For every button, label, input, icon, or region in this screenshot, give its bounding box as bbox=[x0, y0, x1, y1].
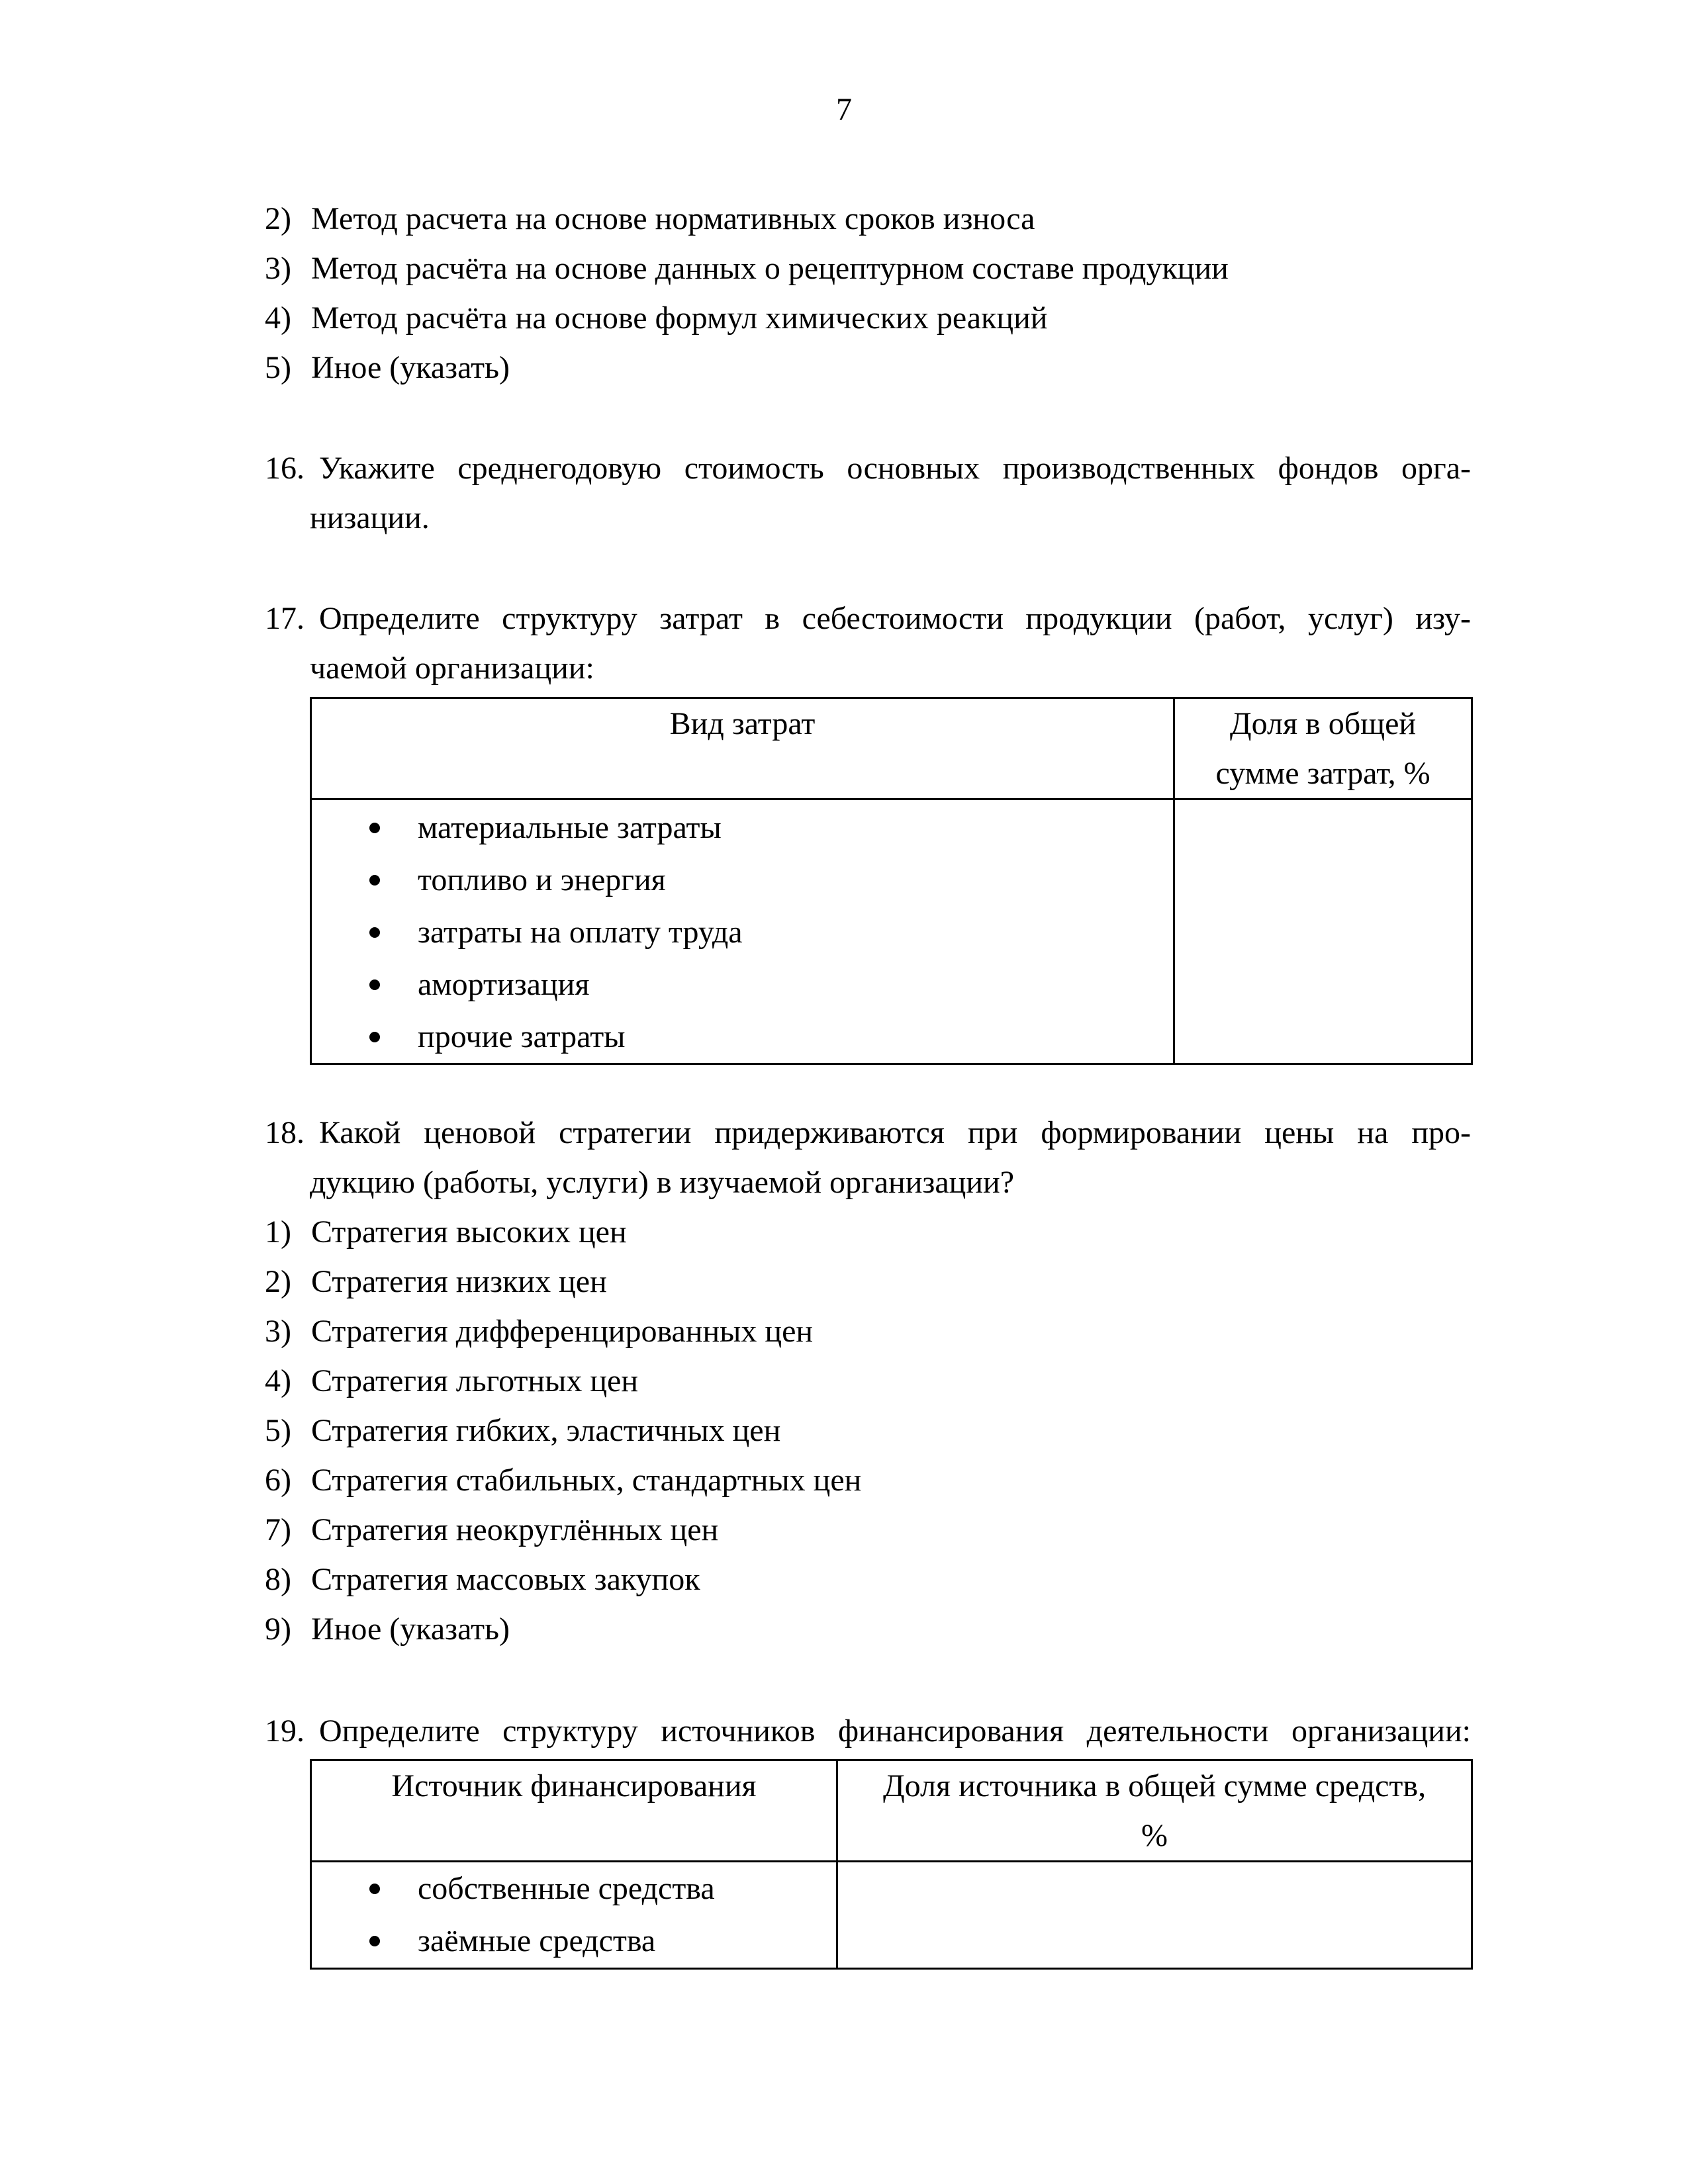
table-row bbox=[311, 1862, 1472, 1969]
question-18-line1: 18. Какой ценовой стратегии придерживаются при формировании цены на про- bbox=[265, 1115, 1471, 1150]
list-item bbox=[265, 1257, 1489, 1306]
list-item bbox=[265, 1505, 1489, 1555]
list-item-number: 4) bbox=[265, 1363, 291, 1398]
cost-type-cell bbox=[311, 799, 1174, 1064]
question-17-line1: 17. Определите структуру затрат в себестоимости продукции (работ, услуг) изу- bbox=[265, 601, 1471, 636]
list-item-text: Стратегия льготных цен bbox=[311, 1363, 639, 1398]
cost-structure-table bbox=[310, 697, 1473, 1065]
bullet-icon bbox=[369, 823, 380, 833]
list-item-number: 5) bbox=[265, 350, 291, 385]
question-number: 17. bbox=[265, 601, 305, 636]
list-item-text: Иное (указать) bbox=[311, 350, 510, 385]
list-item-text: Иное (указать) bbox=[311, 1612, 510, 1647]
list-item-number: 2) bbox=[265, 201, 291, 236]
table-header-share: Доля в общей сумме затрат, % bbox=[1174, 698, 1472, 799]
list-item-number: 7) bbox=[265, 1512, 291, 1547]
list-item bbox=[265, 343, 1489, 392]
list-item-text: Метод расчета на основе нормативных сроков износа bbox=[311, 201, 1035, 236]
list-item bbox=[265, 293, 1489, 343]
list-item-text: Стратегия дифференцированных цен bbox=[311, 1314, 814, 1349]
list-item-number: 5) bbox=[265, 1413, 291, 1448]
question-16-line2: низации. bbox=[310, 500, 430, 535]
list-item: заёмные средства bbox=[312, 1915, 836, 1967]
source-share-input-cell[interactable] bbox=[837, 1862, 1472, 1969]
list-item bbox=[265, 244, 1489, 293]
list-item bbox=[265, 1356, 1489, 1406]
list-item bbox=[265, 1306, 1489, 1356]
list-item-number: 3) bbox=[265, 251, 291, 286]
question-18 bbox=[265, 1108, 1471, 1207]
bullet-icon bbox=[369, 979, 380, 990]
question-number: 19. bbox=[265, 1713, 305, 1749]
question-18-line2: дукцию (работы, услуги) в изучаемой организации? bbox=[310, 1165, 1015, 1200]
table-header-source-share: Доля источника в общей сумме средств, % bbox=[837, 1760, 1472, 1862]
list-item-text: Метод расчёта на основе данных о рецептурном составе продукции bbox=[311, 251, 1229, 286]
list-item-number: 1) bbox=[265, 1214, 291, 1250]
table-row bbox=[311, 799, 1472, 1064]
page-number: 7 bbox=[836, 92, 852, 127]
question-17-line2: чаемой организации: bbox=[310, 651, 594, 686]
list-item-number: 9) bbox=[265, 1612, 291, 1647]
table-header-row bbox=[311, 698, 1472, 799]
question-19 bbox=[265, 1706, 1471, 1756]
list-item: амортизация bbox=[312, 958, 1173, 1011]
list-item: прочие затраты bbox=[312, 1011, 1173, 1063]
list-item bbox=[265, 1604, 1489, 1654]
list-item-text: Метод расчёта на основе формул химических реакций bbox=[311, 300, 1048, 336]
list-item-number: 6) bbox=[265, 1463, 291, 1498]
question-19-line1: 19. Определите структуру источников финансирования деятельности организации: bbox=[265, 1713, 1471, 1749]
list-item-number: 2) bbox=[265, 1264, 291, 1299]
bullet-icon bbox=[369, 875, 380, 886]
list-item bbox=[265, 1406, 1489, 1455]
table-header-cost-type: Вид затрат bbox=[311, 698, 1174, 799]
list-item-number: 4) bbox=[265, 300, 291, 336]
source-cell bbox=[311, 1862, 837, 1969]
list-item: материальные затраты bbox=[312, 801, 1173, 854]
list-item-number: 3) bbox=[265, 1314, 291, 1349]
list-item-text: Стратегия стабильных, стандартных цен bbox=[311, 1463, 862, 1498]
list-item bbox=[265, 1455, 1489, 1505]
table-header-row bbox=[311, 1760, 1472, 1862]
list-item bbox=[265, 1207, 1489, 1257]
pricing-strategy-options bbox=[265, 1207, 1489, 1654]
list-item bbox=[265, 194, 1489, 244]
list-item-text: Стратегия неокруглённых цен bbox=[311, 1512, 719, 1547]
list-item: затраты на оплату труда bbox=[312, 906, 1173, 958]
list-item: топливо и энергия bbox=[312, 854, 1173, 906]
question-number: 18. bbox=[265, 1115, 305, 1150]
bullet-icon bbox=[369, 1032, 380, 1042]
list-item-text: Стратегия гибких, эластичных цен bbox=[311, 1413, 781, 1448]
list-item-text: Стратегия высоких цен bbox=[311, 1214, 627, 1250]
list-item-text: Стратегия массовых закупок bbox=[311, 1562, 700, 1597]
bullet-icon bbox=[369, 927, 380, 938]
method-options-list bbox=[265, 194, 1489, 392]
list-item bbox=[265, 1555, 1489, 1604]
list-item-number: 8) bbox=[265, 1562, 291, 1597]
bullet-icon bbox=[369, 1936, 380, 1946]
list-item-text: Стратегия низких цен bbox=[311, 1264, 607, 1299]
table-header-source: Источник финансирования bbox=[311, 1760, 837, 1862]
share-input-cell[interactable] bbox=[1174, 799, 1472, 1064]
bullet-icon bbox=[369, 1884, 380, 1894]
list-item: собственные средства bbox=[312, 1862, 836, 1915]
question-number: 16. bbox=[265, 451, 305, 486]
question-16-line1: 16. Укажите среднегодовую стоимость основных производственных фондов орга- bbox=[265, 451, 1471, 486]
financing-sources-table bbox=[310, 1759, 1473, 1970]
question-16 bbox=[265, 443, 1471, 543]
question-17 bbox=[265, 594, 1471, 693]
